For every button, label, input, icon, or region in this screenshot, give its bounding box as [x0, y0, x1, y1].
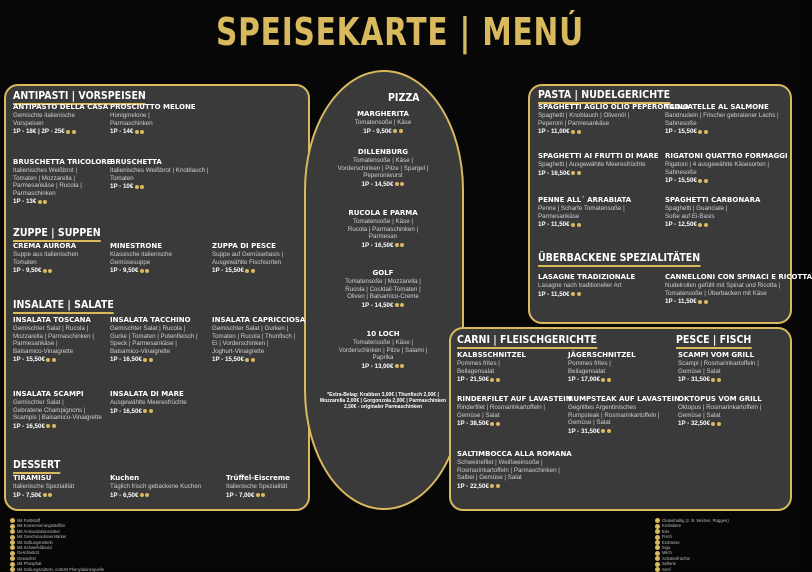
allergen-dot-icon	[251, 358, 255, 362]
item-name: BRUSCHETTA TRICOLORE	[13, 158, 112, 166]
item-description: Spaghetti | Ausgewählte Meeresfrüchte	[538, 161, 646, 168]
item-name: 10 LOCH	[366, 330, 400, 338]
item-description: Tomatensoße | Käse	[354, 119, 412, 126]
allergen-dot-icon	[135, 185, 139, 189]
allergen-dot-icon	[140, 493, 144, 497]
item-name: SPAGHETTI AI FRUTTI DI MARE	[538, 152, 659, 160]
menu-item-carni	[457, 450, 572, 490]
item-name: RINDERFILET AUF LAVASTEIN	[457, 395, 572, 403]
allergen-dot-icon	[135, 130, 139, 134]
legend-entry: Mit Konservierungsstoffen	[10, 523, 104, 528]
allergen-dot-icon	[399, 129, 403, 133]
section-pasta-title: PASTA | NUDELGERICHTE	[538, 88, 670, 104]
legend-entry: Mit Süßungsmitteln, enthält Phenylalaninquelle	[10, 567, 104, 572]
allergen-dot-icon	[46, 424, 50, 428]
menu-item-antipasti	[110, 158, 208, 191]
item-price: 1P - 15,50€	[665, 177, 788, 185]
item-price: 1P - 13€	[13, 198, 111, 206]
legend-entry: Schalenfrüchte	[655, 556, 729, 561]
legend-entry: Krebstiere	[655, 523, 729, 528]
item-price: 1P - 12,50€	[665, 221, 760, 229]
item-name: INSALATA CAPRICCIOSA	[212, 316, 306, 324]
item-name: PROSCIUTTO MELONE	[110, 103, 196, 111]
menu-item-pasta	[538, 152, 659, 177]
item-description: Italienische Spezialität	[13, 483, 75, 490]
section-ueberbacken-title: ÜBERBACKENE SPEZIALITÄTEN	[538, 251, 700, 267]
allergen-dot-icon	[43, 493, 47, 497]
allergen-dot-icon	[395, 303, 399, 307]
item-description: Italienische Spezialität	[226, 483, 288, 490]
allergen-dot-icon	[601, 429, 605, 433]
item-price: 1P - 13,00€	[318, 363, 448, 371]
item-description: Spaghetti | Guanciale | Soße auf Ei-Basis	[665, 205, 728, 220]
item-price: 1P - 18€ | 2P - 25€	[13, 128, 108, 136]
menu-item-pizza	[318, 330, 448, 370]
section-pesce-title: PESCE | FISCH	[676, 333, 751, 349]
allergen-dot-icon	[717, 378, 721, 382]
menu-item-pesce	[678, 351, 759, 384]
allergen-dot-icon	[571, 171, 575, 175]
section-antipasti-title: ANTIPASTI | VORSPEISEN	[13, 89, 146, 105]
item-description: Nudelrollen gefüllt mit Spinat und Ricotta | Tomatensoße | Überbacken mit Käse	[665, 282, 781, 297]
allergen-dot-icon	[571, 292, 575, 296]
allergen-dot-icon	[256, 493, 260, 497]
legend-entry: Erdnüsse	[655, 540, 729, 545]
item-description: Täglich frisch gebackene Kuchen	[110, 483, 202, 490]
allergen-dot-icon	[704, 223, 708, 227]
legend-dot-icon	[655, 567, 660, 572]
item-price: 1P - 7,50€	[13, 492, 74, 500]
allergen-dot-icon	[395, 243, 399, 247]
item-description: Gemischter Salat | Gurken | Tomaten | Rucola | Thunfisch | Ei | Vorderschinken | Joghurt-Vinaigrette	[212, 325, 296, 355]
item-price: 1P - 15,50€	[13, 356, 94, 364]
item-description: Penne | Scharfe Tomatensoße | Parmesankäse	[538, 205, 625, 220]
extra-topping-note: *Extra-Belag: Krabben 3,00€ | Thunfisch 2,00€ | Mozzarella 2,00€ | Gorgonzola 2,00€ | Parmaschinken 2,50€ - originaler Parmaschinken	[319, 392, 447, 411]
item-description: Ausgewählte Meeresfrüchte	[110, 399, 187, 406]
legend-entry: Geschwärzt	[10, 550, 104, 555]
allergen-dot-icon	[245, 269, 249, 273]
legend-entry: Gewachst	[10, 556, 104, 561]
item-name: OKTOPUS VOM GRILL	[678, 395, 762, 403]
item-description: Gemischter Salat | Rucola | Gurke | Tomaten | Putenfleisch | Speck | Parmesankäse | Balsamico-Vinaigrette	[110, 325, 198, 355]
item-name: INSALATA DI MARE	[110, 390, 184, 398]
item-name: SPAGHETTI CARBONARA	[665, 196, 761, 204]
menu-item-carni	[457, 395, 572, 428]
item-name: Trüffel-Eiscreme	[226, 474, 290, 482]
allergen-dot-icon	[490, 422, 494, 426]
item-name: DILLENBURG	[357, 148, 409, 156]
item-price: 1P - 9,50€	[110, 267, 172, 275]
allergen-dot-icon	[601, 378, 605, 382]
legend-dot-icon	[10, 562, 15, 567]
item-description: Gegrilltes Argentinisches Rumpsteak | Rosmarinkartoffeln | Gemüse | Salat	[568, 404, 660, 427]
allergen-dot-icon	[145, 269, 149, 273]
item-price: 1P - 15,50€	[665, 128, 779, 136]
legend-dot-icon	[655, 562, 660, 567]
menu-item-carni	[568, 395, 680, 435]
allergen-dot-icon	[571, 223, 575, 227]
allergen-dot-icon	[400, 364, 404, 368]
allergen-dot-icon	[245, 358, 249, 362]
allergen-dot-icon	[571, 130, 575, 134]
item-description: Spaghetti | Knoblauch | Olivenöl | Peperoni | Parmesankäse	[538, 112, 630, 127]
item-name: ZUPPA DI PESCE	[212, 242, 276, 250]
item-price: 1P - 14,50€	[318, 181, 448, 189]
item-price: 1P - 31,50€	[678, 376, 759, 384]
allergen-dot-icon	[400, 182, 404, 186]
legend-additives	[10, 518, 104, 572]
allergen-dot-icon	[149, 358, 153, 362]
item-price: 1P - 10€	[110, 183, 208, 191]
menu-item-dessert	[13, 474, 74, 499]
allergen-dot-icon	[490, 484, 494, 488]
item-description: Pommes frites | Beilagensalat	[457, 360, 500, 375]
legend-allergens	[655, 518, 729, 572]
allergen-dot-icon	[577, 223, 581, 227]
menu-item-dessert	[110, 474, 201, 499]
legend-entry: Soja	[655, 545, 729, 550]
item-name: CREMA AURORA	[13, 242, 77, 250]
section-insalate-title: INSALATE | SALATE	[13, 298, 114, 314]
legend-entry: Glutenhaltig (z. B. Weizen, Roggen)	[655, 518, 729, 523]
legend-entry: Mit Süßungsmitteln	[10, 540, 104, 545]
section-zuppe-title: ZUPPE | SUPPEN	[13, 226, 101, 242]
item-description: Gemischter Salat | Gebratene Champignons | Scampis | Balsamico-Vinaigrette	[13, 399, 102, 422]
menu-item-pizza	[318, 269, 448, 309]
legend-dot-icon	[10, 551, 15, 556]
item-description: Schweinefilet | Weißweinsoße | Rosmarinkartoffeln | Parmaschinken | Salbei | Gemüse | Salat	[457, 459, 560, 482]
allergen-dot-icon	[577, 292, 581, 296]
item-price: 1P - 11,50€	[538, 221, 631, 229]
item-description: Italienisches Weißbrot | Tomaten | Mozzarella | Parmesankäse | Rucola | Parmaschinken	[13, 167, 82, 197]
menu-item-zuppe	[110, 242, 172, 275]
item-price: 1P - 16,50€	[110, 408, 187, 416]
item-description: Gemischte italienische Vorspeisen	[13, 112, 75, 127]
menu-item-pasta	[665, 103, 779, 136]
menu-item-antipasti	[110, 103, 196, 136]
legend-entry: Mit Phosphat	[10, 561, 104, 566]
allergen-dot-icon	[72, 130, 76, 134]
legend-dot-icon	[655, 535, 660, 540]
menu-item-zuppe	[212, 242, 283, 275]
legend-entry: Eier	[655, 529, 729, 534]
item-price: 1P - 11,50€	[538, 291, 635, 299]
item-name: INSALATA TOSCANA	[13, 316, 91, 324]
allergen-dot-icon	[52, 358, 56, 362]
legend-dot-icon	[655, 551, 660, 556]
allergen-dot-icon	[48, 493, 52, 497]
item-description: Tomatensoße | Käse | Vorderschinken | Pilze | Salami | Paprika	[338, 339, 428, 362]
menu-item-antipasti	[13, 103, 108, 136]
item-name: Kuchen	[110, 474, 140, 482]
allergen-dot-icon	[607, 378, 611, 382]
item-description: Italienisches Weißbrot | Knoblauch | Tomaten	[110, 167, 209, 182]
menu-item-insalate	[212, 316, 305, 364]
allergen-dot-icon	[143, 409, 147, 413]
item-price: 1P - 22,50€	[457, 483, 572, 491]
menu-item-ueberbacken	[538, 273, 635, 298]
item-name: INSALATA TACCHINO	[110, 316, 191, 324]
item-price: 1P - 14€	[110, 128, 196, 136]
legend-entry: Senf	[655, 567, 729, 572]
item-price: 1P - 16,50€	[538, 170, 659, 178]
item-price: 1P - 31,50€	[568, 428, 680, 436]
allergen-dot-icon	[698, 130, 702, 134]
allergen-dot-icon	[400, 303, 404, 307]
item-name: JÄGERSCHNITZEL	[568, 351, 636, 359]
page-title: SPEISEKARTE | MENÚ	[216, 10, 584, 54]
legend-entry: Mit Antioxidationsmittel	[10, 529, 104, 534]
menu-item-pizza	[318, 209, 448, 249]
menu-item-pasta	[665, 196, 760, 229]
item-description: Bandnudeln | Frischer gebratener Lachs | Sahnesoße	[665, 112, 779, 127]
allergen-dot-icon	[704, 300, 708, 304]
menu-item-carni	[568, 351, 636, 384]
allergen-dot-icon	[43, 200, 47, 204]
item-name: MARGHERITA	[357, 110, 409, 118]
allergen-dot-icon	[704, 130, 708, 134]
allergen-dot-icon	[698, 300, 702, 304]
allergen-dot-icon	[577, 130, 581, 134]
allergen-dot-icon	[140, 269, 144, 273]
allergen-dot-icon	[66, 130, 70, 134]
allergen-dot-icon	[496, 422, 500, 426]
section-dessert-title: DESSERT	[13, 458, 60, 474]
item-name: ANTIPASTO DELLA CASA	[13, 103, 109, 111]
item-description: Tomatensoße | Mozzarella | Rucola | Cocktail-Tomaten | Oliven | Balsamico-Creme	[345, 278, 421, 301]
allergen-dot-icon	[607, 429, 611, 433]
item-name: SCAMPI VOM GRILL	[678, 351, 755, 359]
item-price: 1P - 16,50€	[318, 242, 448, 250]
item-name: RUMPSTEAK AUF LAVASTEIN	[568, 395, 680, 403]
menu-item-pizza	[318, 148, 448, 188]
menu-item-pesce	[678, 395, 762, 428]
allergen-dot-icon	[395, 364, 399, 368]
item-description: Gemischter Salat | Rucola | Mozzarella | Parmaschinken | Parmesankäse | Balsamico-Vinaigrette	[13, 325, 94, 355]
item-price: 1P - 16,50€	[110, 356, 198, 364]
section-carni-title: CARNI | FLEISCHGERICHTE	[457, 333, 597, 349]
menu-item-pasta	[538, 196, 631, 229]
item-price: 1P - 17,00€	[568, 376, 636, 384]
item-name: CANNELLONI CON SPINACI E RICOTTA	[665, 273, 812, 281]
allergen-dot-icon	[140, 185, 144, 189]
item-description: Pommes frites | Beilagensalat	[568, 360, 611, 375]
item-description: Oktopus | Rosmarinkartoffeln | Gemüse | Salat	[678, 404, 762, 419]
item-description: Klassische italienische Gemüsesuppe	[110, 251, 172, 266]
item-description: Tomatensoße | Käse | Vorderschinken | Pilze | Spargel | Peperoniwurst	[337, 157, 429, 180]
item-price: 1P - 14,50€	[318, 302, 448, 310]
item-price: 1P - 21,50€	[457, 376, 526, 384]
menu-item-ueberbacken	[665, 273, 812, 306]
allergen-dot-icon	[143, 358, 147, 362]
allergen-dot-icon	[261, 493, 265, 497]
legend-dot-icon	[10, 535, 15, 540]
allergen-dot-icon	[711, 422, 715, 426]
item-description: Suppe aus italienischen Tomaten	[13, 251, 79, 266]
item-name: MINESTRONE	[110, 242, 163, 250]
item-description: Tomatensoße | Käse | Rucola | Parmaschinken | Parmesan	[347, 218, 419, 241]
allergen-dot-icon	[704, 179, 708, 183]
legend-entry: Milch	[655, 550, 729, 555]
item-price: 1P - 11,00€	[538, 128, 689, 136]
legend-entry: Fisch	[655, 534, 729, 539]
item-name: RUCOLA E PARMA	[348, 209, 418, 217]
allergen-dot-icon	[711, 378, 715, 382]
legend-entry: Mit Schwefeldioxid	[10, 545, 104, 550]
menu-item-pasta	[665, 152, 788, 185]
allergen-dot-icon	[717, 422, 721, 426]
allergen-dot-icon	[496, 484, 500, 488]
item-name: RIGATONI QUATTRO FORMAGGI	[665, 152, 788, 160]
item-price: 1P - 15,50€	[212, 267, 283, 275]
allergen-dot-icon	[698, 223, 702, 227]
allergen-dot-icon	[140, 130, 144, 134]
item-price: 1P - 16,50€	[13, 423, 102, 431]
allergen-dot-icon	[490, 378, 494, 382]
item-description: Suppe auf Gemüsebasis | Ausgewählte Fischsorten	[212, 251, 284, 266]
item-name: INSALATA SCAMPI	[13, 390, 84, 398]
allergen-dot-icon	[145, 493, 149, 497]
item-name: LASAGNE TRADIZIONALE	[538, 273, 636, 281]
item-description: Rinderfilet | Rosmarinkartoffeln | Gemüse | Salat	[457, 404, 546, 419]
item-price: 1P - 6,50€	[110, 492, 201, 500]
legend-entry: Sellerie	[655, 561, 729, 566]
menu-item-insalate	[110, 316, 198, 364]
item-price: 1P - 9,50€	[318, 128, 448, 136]
menu-item-insalate	[13, 390, 102, 430]
item-name: KALBSSCHNITZEL	[457, 351, 526, 359]
allergen-dot-icon	[496, 378, 500, 382]
allergen-dot-icon	[393, 129, 397, 133]
item-name: TAGLIATELLE AL SALMONE	[665, 103, 769, 111]
item-description: Scampi | Rosmarinkartoffeln | Gemüse | Salat	[678, 360, 759, 375]
menu-item-antipasti	[13, 158, 111, 206]
legend-dot-icon	[10, 567, 15, 572]
item-description: Rigatoni | 4 ausgewählte Käsesorten | Sahnesoße	[665, 161, 769, 176]
legend-entry: Mit Geschmacksverstärker	[10, 534, 104, 539]
menu-item-insalate	[110, 390, 187, 415]
allergen-dot-icon	[577, 171, 581, 175]
item-description: Lasagne nach traditioneller Art	[538, 282, 622, 289]
item-name: SALTIMBOCCA ALLA ROMANA	[457, 450, 572, 458]
menu-item-insalate	[13, 316, 94, 364]
item-price: 1P - 11,50€	[665, 298, 812, 306]
item-price: 1P - 32,50€	[678, 420, 762, 428]
allergen-dot-icon	[395, 182, 399, 186]
menu-item-zuppe	[13, 242, 78, 275]
allergen-dot-icon	[46, 358, 50, 362]
section-pizza-title: PIZZA	[388, 91, 420, 104]
menu-item-carni	[457, 351, 526, 384]
item-description: Honigmelone | Parmaschinken	[110, 112, 153, 127]
allergen-dot-icon	[38, 200, 42, 204]
menu-item-dessert	[226, 474, 290, 499]
item-name: GOLF	[372, 269, 394, 277]
allergen-dot-icon	[400, 243, 404, 247]
allergen-dot-icon	[251, 269, 255, 273]
menu-item-pizza	[318, 110, 448, 135]
item-price: 1P - 15,50€	[212, 356, 305, 364]
item-name: BRUSCHETTA	[110, 158, 162, 166]
item-price: 1P - 7,00€	[226, 492, 290, 500]
allergen-dot-icon	[52, 424, 56, 428]
item-name: TIRAMISU	[13, 474, 52, 482]
allergen-dot-icon	[48, 269, 52, 273]
allergen-dot-icon	[149, 409, 153, 413]
allergen-dot-icon	[698, 179, 702, 183]
legend-entry: Mit Farbstoff	[10, 518, 104, 523]
item-name: SPAGHETTI AGLIO OLIO PEPERONCINO	[538, 103, 689, 111]
item-name: PENNE ALL´ ARRABIATA	[538, 196, 632, 204]
allergen-dot-icon	[43, 269, 47, 273]
item-price: 1P - 9,50€	[13, 267, 78, 275]
item-price: 1P - 38,50€	[457, 420, 572, 428]
